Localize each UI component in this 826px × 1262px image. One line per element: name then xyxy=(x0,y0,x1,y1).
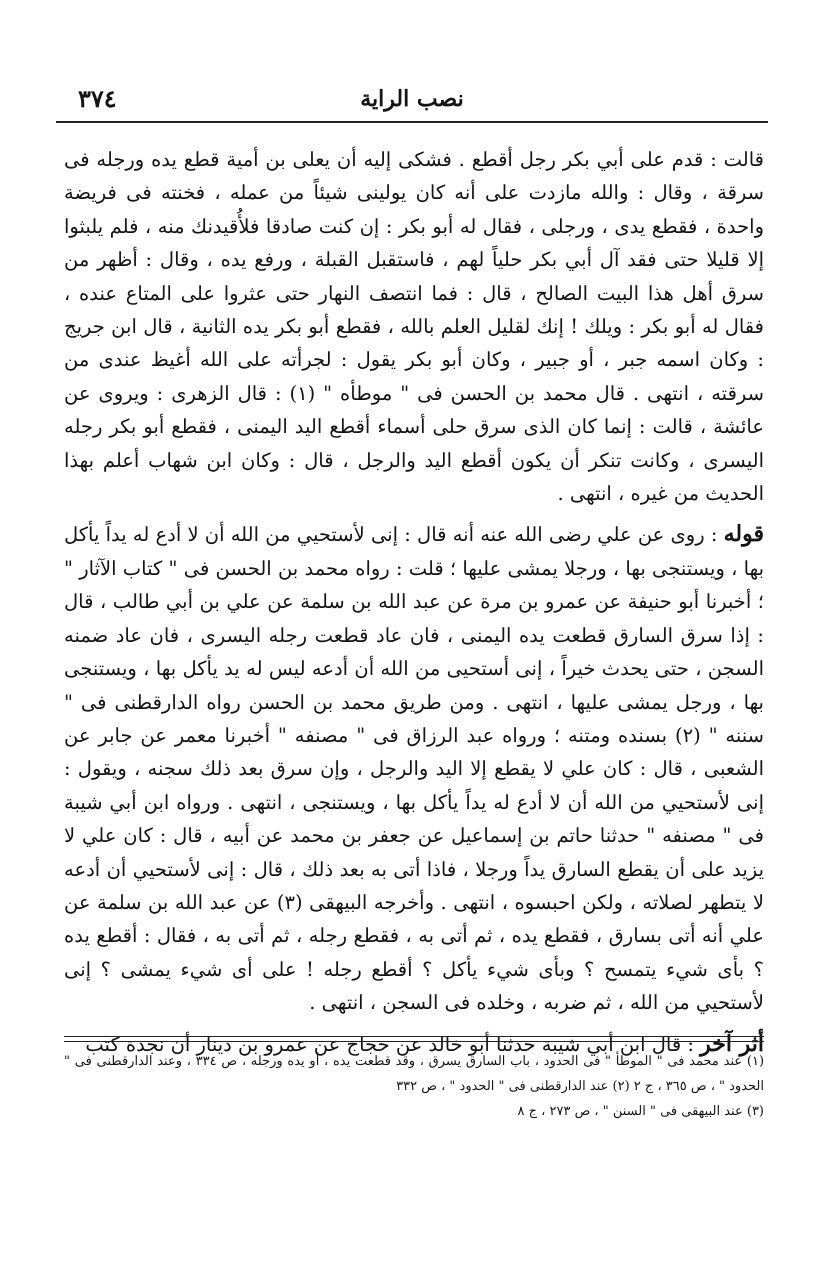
footnote-rule-double xyxy=(64,1041,764,1042)
paragraph-2-lead: قوله xyxy=(723,521,764,548)
paragraph-2-text: : روى عن علي رضى الله عنه أنه قال : إنى لأستحيي من الله أن لا أدع له يداً يأكل بها ، ويستنجى بها ، ورجلا يمشى عليها ؛ قلت : رواه محمد بن الحسن فى " كتاب الآثار " ؛ أخبرنا أبو حنيفة عن عمرو بن مرة عن عبد الله بن سلمة عن علي بن أبي طالب ، قال : إذا سرق السارق قطعت يده اليمنى ، فان عاد قطعت رجله اليسرى ، فان عاد ضمنه السجن ، حتى يحدث خيراً ، إنى أستحيى من الله أن أدعه ليس له يد يأكل بها ، ويستنجى بها ، ورجل يمشى عليها ، انتهى . ومن طريق محمد بن الحسن رواه الدارقطنى فى " سننه " (٢) بسنده ومتنه ؛ ورواه عبد الرزاق فى " مصنفه " أخبرنا معمر عن جابر عن الشعبى ، قال : كان علي لا يقطع إلا اليد والرجل ، وإن سرق بعد ذلك سجنه ، ويقول : إنى لأستحيي من الله أن لا أدع له يداً يأكل بها ، ويستنجى ، انتهى . ورواه ابن أبي شيبة فى " مصنفه " حدثنا حاتم بن إسماعيل عن جعفر بن محمد عن أبيه ، قال : كان علي لا يزيد على أن يقطع السارق يداً ورجلا ، فاذا أتى به بعد ذلك ، قال : إنى لأستحيي أن أدعه لا يتطهر لصلاته ، ولكن احبسوه ، انتهى . وأخرجه البيهقى (٣) عن عبد الله بن سلمة عن علي أنه أتى بسارق ، فقطع يده ، ثم أتى به ، فقطع رجله ، ثم أتى به ، فقال : أقطع يده ؟ بأى شيء يتمسح ؟ وبأى شيء يأكل ؟ أقطع رجله ! على أى شيء يمشى ؟ إنى لأستحيي من الله ، ثم ضربه ، وخلده فى السجن ، انتهى . xyxy=(64,523,764,1015)
running-title: نصب الراية xyxy=(360,86,464,112)
page-header xyxy=(56,84,768,114)
footnote-3: (٣) عند البيهقى فى " السنن " ، ص ٢٧٣ ، ج ٨ xyxy=(517,1104,764,1119)
paragraph-2 xyxy=(64,518,764,1019)
footnote-rule xyxy=(64,1036,764,1037)
footnotes xyxy=(64,1049,764,1124)
main-text xyxy=(64,143,764,1061)
header-rule xyxy=(56,121,768,123)
footnote-1-2: (١) عند محمد فى " الموطأ " فى الحدود ، باب السارق يسرق ، وقد قطعت يده ، أو يده ورجله ، ص ٣٣٤ ، وعند الدارقطنى فى " الحدود " ، ص ٣٦٥ ، ج ٢ (٢) عند الدارقطنى فى " الحدود " ، ص ٣٣٢ xyxy=(64,1054,765,1094)
paragraph-3-text: : قال ابن أبي شيبة حدثنا أبو خالد عن حجاج عن عمرو بن دينار أن نجدة كتب xyxy=(85,1032,701,1056)
paragraph-3-lead: أثر آخر xyxy=(700,1030,764,1057)
page-number: ٣٧٤ xyxy=(78,84,117,113)
paragraph-1: قالت : قدم على أبي بكر رجل أقطع . فشكى إليه أن يعلى بن أمية قطع يده ورجله فى سرقة ، وقال : والله مازدت على أنه كان يولينى شيئاً من عمله ، فخنته فى فريضة واحدة ، فقطع يدى ، ورجلى ، فقال له أبو بكر : إن كنت صادقا فلأُقيدنك منه ، فلم يلبثوا إلا قليلا حتى فقد آل أبي بكر حلياً لهم ، فاستقبل القبلة ، ورفع يده ، وقال : أظهر من سرق أهل هذا البيت الصالح ، قال : فما انتصف النهار حتى عثروا على المتاع عنده ، فقال له أبو بكر : ويلك ! إنك لقليل العلم بالله ، فقطع أبو بكر يده الثانية ، قال ابن جريج : وكان اسمه جبر ، أو جبير ، وكان أبو بكر يقول : لجرأته على الله أغيظ عندى من سرقته ، انتهى . قال محمد بن الحسن فى " موطأه " (١) : قال الزهرى : ويروى عن عائشة ، قالت : إنما كان الذى سرق حلى أسماء أقطع اليد اليمنى ، فقطع أبو بكر رجله اليسرى ، وكانت تنكر أن يكون أقطع اليد والرجل ، قال : وكان ابن شهاب أعلم بهذا الحديث من غيره ، انتهى . xyxy=(64,148,764,506)
